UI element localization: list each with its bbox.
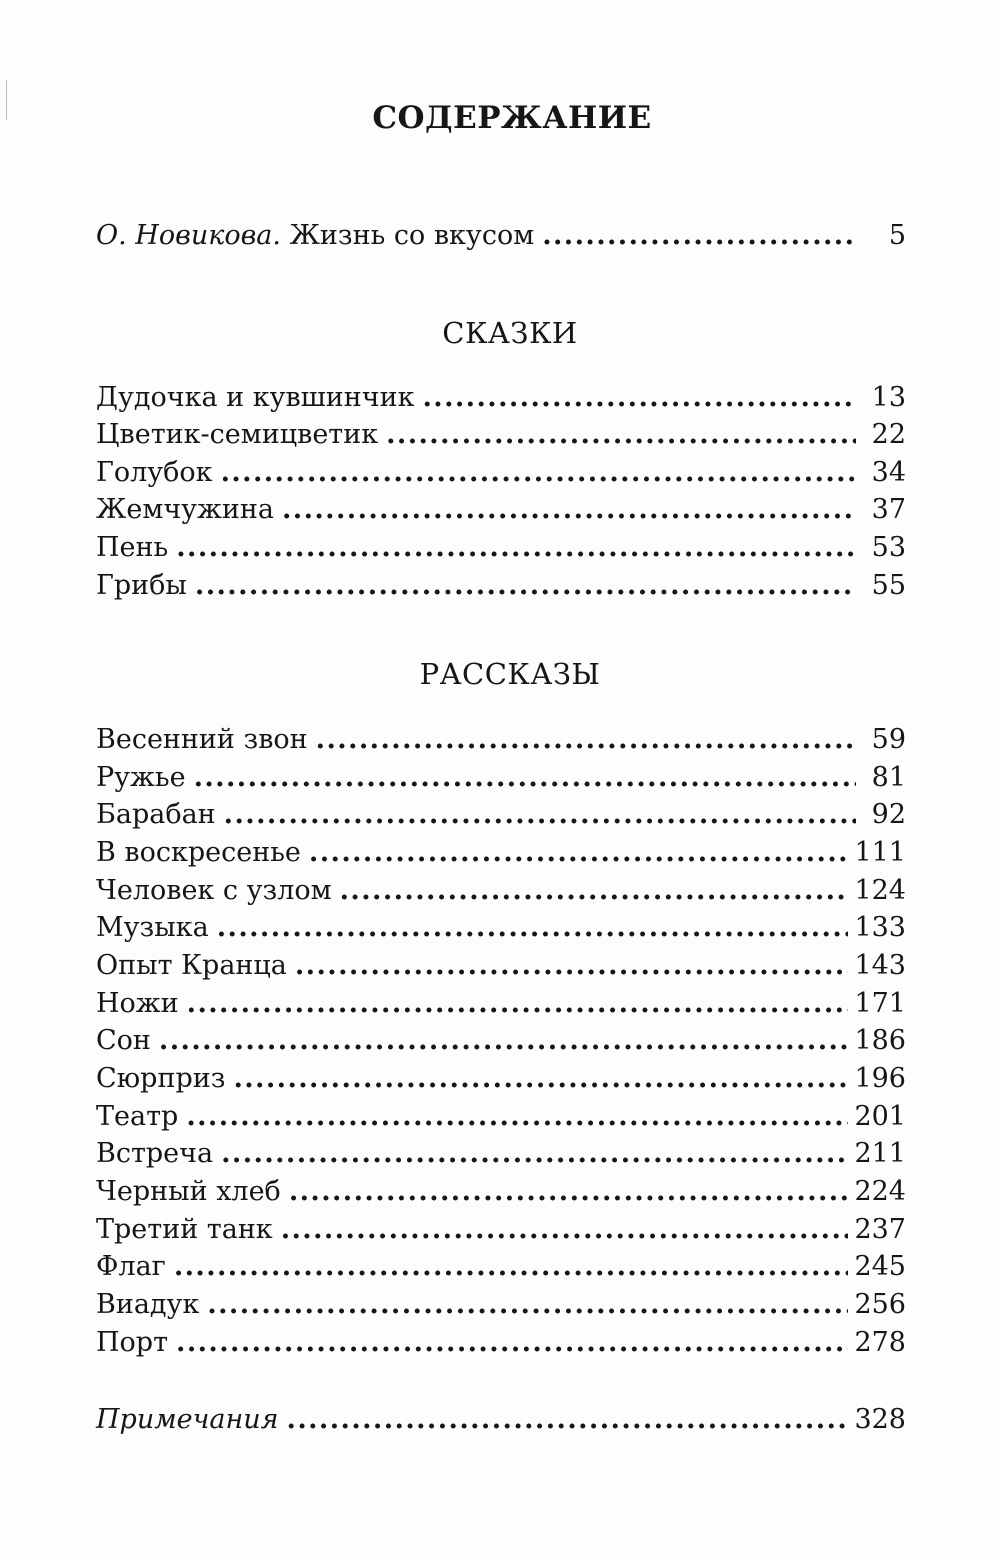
toc-entry-title: Весенний звон [96,724,308,755]
dot-leader [221,1136,848,1172]
toc-entry-title: Черный хлеб [96,1176,281,1207]
toc-entry-page: 201 [854,1101,906,1132]
dot-leader [195,568,856,604]
toc-entry-title: В воскресенье [96,837,301,868]
dot-leader [282,492,856,528]
toc-entry[interactable] [96,948,906,984]
dot-leader [542,218,856,254]
dot-leader [174,1249,849,1285]
toc-entry-page: 245 [854,1251,906,1282]
toc-entry-title: Дудочка и кувшинчик [96,382,415,413]
toc-entry[interactable] [96,1212,906,1248]
dot-leader [316,722,856,758]
toc-entry-title: Ружье [96,762,186,793]
toc-entry[interactable] [96,1136,906,1172]
toc-entry[interactable] [96,568,906,604]
dot-leader [194,760,856,796]
toc-entry-page: 224 [854,1176,906,1207]
toc-entry-page: 55 [871,570,906,601]
toc-entry-title: Флаг [96,1251,166,1282]
toc-entry-author: О. Новикова. [96,220,281,251]
toc-entry-title: Третий танк [96,1214,273,1245]
toc-entry-title: Жемчужина [96,494,274,525]
page-title: СОДЕРЖАНИЕ [372,100,652,136]
dot-leader [233,1061,848,1097]
toc-entry-title: Театр [96,1101,179,1132]
toc-entry[interactable] [96,797,906,833]
toc-entry-page: 37 [871,494,906,525]
toc-entry-page: 34 [871,457,906,488]
toc-entry[interactable] [96,986,906,1022]
dot-leader [186,1099,848,1135]
toc-entry-page: 124 [854,875,906,906]
toc-entry-page: 59 [871,724,906,755]
toc-entry-page: 171 [854,988,906,1019]
toc-entry-title [96,218,534,254]
dot-leader [386,417,856,453]
toc-entry-title: Примечания [96,1404,279,1435]
toc-entry[interactable] [96,492,906,528]
toc-entry-page: 133 [854,912,906,943]
toc-entry-page: 196 [854,1063,906,1094]
toc-entry-title-text: Жизнь со вкусом [280,220,535,251]
toc-entry-title: Встреча [96,1138,214,1169]
toc-entry[interactable] [96,380,906,416]
toc-entry[interactable] [96,722,906,758]
toc-entry-title: Человек с узлом [96,875,332,906]
toc-entry[interactable] [96,1325,906,1361]
toc-entry-title: Ножи [96,988,179,1019]
toc-entry-title: Сон [96,1025,151,1056]
toc-entry[interactable] [96,760,906,796]
toc-entry-title: Порт [96,1327,169,1358]
dot-leader [224,797,856,833]
dot-leader [295,948,849,984]
toc-entry-page: 278 [854,1327,906,1358]
section-title-fairy-tales: СКАЗКИ [442,316,578,350]
dot-leader [159,1023,849,1059]
toc-entry-page: 111 [854,837,906,868]
toc-entry-page: 186 [854,1025,906,1056]
toc-entry[interactable] [96,1099,906,1135]
toc-entry-page: 53 [871,532,906,563]
toc-entry-page: 13 [871,382,906,413]
toc-entry-intro[interactable] [96,218,906,254]
dot-leader [176,530,856,566]
toc-entry-title: Грибы [96,570,187,601]
dot-leader [217,910,849,946]
toc-entry-notes[interactable] [96,1402,906,1438]
dot-leader [281,1212,849,1248]
toc-entry-title: Виадук [96,1289,200,1320]
toc-entry[interactable] [96,1174,906,1210]
toc-entry-title: Барабан [96,799,216,830]
dot-leader [187,986,849,1022]
toc-entry[interactable] [96,530,906,566]
dot-leader [221,455,856,491]
toc-entry-page: 5 [888,220,906,251]
toc-entry-page: 328 [854,1404,906,1435]
toc-entry-title: Пень [96,532,169,563]
toc-entry-page: 211 [854,1138,906,1169]
toc-entry-page: 237 [854,1214,906,1245]
toc-entry-title: Сюрприз [96,1063,226,1094]
toc-entry[interactable] [96,417,906,453]
toc-entry-page: 92 [871,799,906,830]
toc-entry-page: 22 [871,419,906,450]
toc-entry-title: Цветик-семицветик [96,419,379,450]
toc-entry[interactable] [96,1249,906,1285]
toc-entry-title: Опыт Кранца [96,950,287,981]
section-title-stories: РАССКАЗЫ [419,657,601,691]
toc-entry-title: Голубок [96,457,213,488]
toc-entry[interactable] [96,910,906,946]
toc-entry-page: 143 [854,950,906,981]
dot-leader [422,380,856,416]
toc-entry[interactable] [96,873,906,909]
toc-entry[interactable] [96,1287,906,1323]
dot-leader [287,1402,849,1438]
toc-entry-title: Музыка [96,912,209,943]
dot-leader [176,1325,848,1361]
toc-entry[interactable] [96,1023,906,1059]
toc-entry[interactable] [96,455,906,491]
toc-entry[interactable] [96,1061,906,1097]
dot-leader [289,1174,849,1210]
toc-entry-page: 81 [871,762,906,793]
toc-entry-page: 256 [854,1289,906,1320]
dot-leader [207,1287,848,1323]
dot-leader [340,873,849,909]
toc-entry[interactable] [96,835,906,871]
dot-leader [309,835,849,871]
